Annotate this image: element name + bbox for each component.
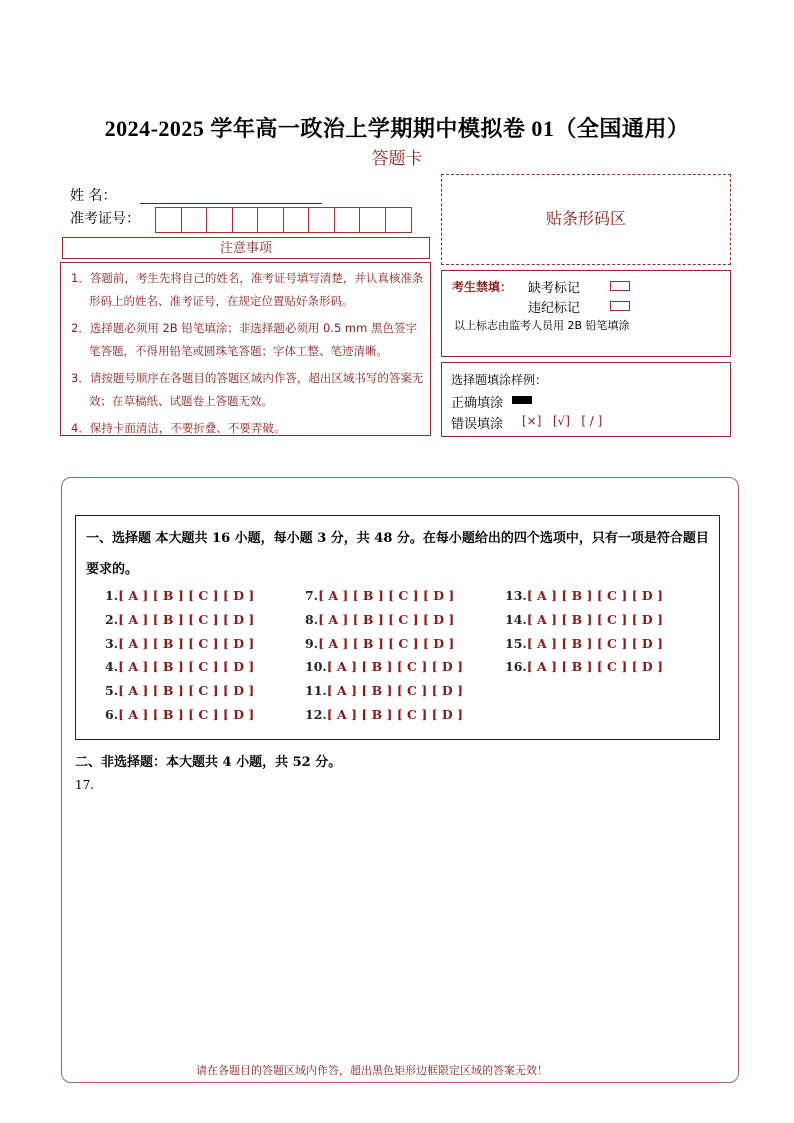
id-digit-box[interactable] bbox=[309, 208, 335, 232]
id-digit-box[interactable] bbox=[258, 208, 284, 232]
correct-fill-sample bbox=[512, 396, 532, 404]
barcode-area: 贴条形码区 bbox=[441, 174, 731, 265]
mc-question[interactable]: 4.[ A ] [ B ] [ C ] [ D ] bbox=[105, 659, 255, 674]
violation-mark-box[interactable] bbox=[610, 301, 630, 311]
mc-question[interactable]: 10.[ A ] [ B ] [ C ] [ D ] bbox=[305, 659, 463, 674]
id-digit-box[interactable] bbox=[182, 208, 208, 232]
correct-fill-label: 正确填涂 bbox=[451, 396, 504, 411]
footer-warning: 请在各题目的答题区域内作答，超出黑色矩形边框限定区域的答案无效！ bbox=[196, 1064, 548, 1077]
mc-question[interactable]: 14.[ A ] [ B ] [ C ] [ D ] bbox=[505, 612, 663, 627]
mc-question[interactable]: 2.[ A ] [ B ] [ C ] [ D ] bbox=[105, 612, 255, 627]
id-digit-box[interactable] bbox=[335, 208, 361, 232]
mc-question[interactable]: 5.[ A ] [ B ] [ C ] [ D ] bbox=[105, 683, 255, 698]
mc-question[interactable]: 12.[ A ] [ B ] [ C ] [ D ] bbox=[305, 707, 463, 722]
section1-intro: 一、选择题 本大题共 16 小题，每小题 3 分，共 48 分。在每小题给出的四个选项中，只有一项是符合题目要求的。 bbox=[86, 531, 709, 577]
mc-question[interactable]: 7.[ A ] [ B ] [ C ] [ D ] bbox=[305, 588, 455, 603]
mc-question[interactable]: 6.[ A ] [ B ] [ C ] [ D ] bbox=[105, 707, 255, 722]
mc-question[interactable]: 11.[ A ] [ B ] [ C ] [ D ] bbox=[305, 683, 463, 698]
id-label: 准考证号： bbox=[70, 211, 140, 227]
notice-item: 1．答题前，考生先将自己的姓名，准考证号填写清楚，并认真核准条形码上的姓名、准考证号，在规定位置贴好条形码。 bbox=[71, 271, 424, 308]
name-label: 姓 名： bbox=[70, 188, 117, 204]
id-digit-box[interactable] bbox=[386, 208, 412, 232]
name-field[interactable] bbox=[140, 203, 322, 204]
id-digit-box[interactable] bbox=[207, 208, 233, 232]
violation-label: 违纪标记 bbox=[528, 301, 581, 316]
id-digit-box[interactable] bbox=[233, 208, 259, 232]
id-digit-box[interactable] bbox=[360, 208, 386, 232]
mc-question[interactable]: 1.[ A ] [ B ] [ C ] [ D ] bbox=[105, 588, 255, 603]
mc-question[interactable]: 9.[ A ] [ B ] [ C ] [ D ] bbox=[305, 636, 455, 651]
page-title: 2024-2025 学年高一政治上学期期中模拟卷 01（全国通用） bbox=[104, 116, 690, 141]
wrong-fill-label: 错误填涂 bbox=[451, 417, 504, 432]
question-17-answer-area[interactable] bbox=[75, 800, 720, 1050]
notice-item: 3．请按题号顺序在各题目的答题区域内作答，超出区域书写的答案无效；在草稿纸、试题卷上答题无效。 bbox=[71, 371, 424, 408]
fill-sample-label: 选择题填涂样例： bbox=[451, 373, 548, 387]
question-17-label: 17. bbox=[75, 778, 95, 792]
id-digit-box[interactable] bbox=[156, 208, 182, 232]
forbidden-label: 考生禁填： bbox=[452, 280, 513, 294]
mc-question[interactable]: 8.[ A ] [ B ] [ C ] [ D ] bbox=[305, 612, 455, 627]
mc-question[interactable]: 3.[ A ] [ B ] [ C ] [ D ] bbox=[105, 636, 255, 651]
section2-intro: 二、非选择题：本大题共 4 小题，共 52 分。 bbox=[75, 755, 342, 770]
mc-question[interactable]: 15.[ A ] [ B ] [ C ] [ D ] bbox=[505, 636, 663, 651]
id-number-boxes[interactable] bbox=[155, 207, 412, 233]
forbidden-box bbox=[441, 270, 731, 357]
id-digit-box[interactable] bbox=[284, 208, 310, 232]
mc-question[interactable]: 16.[ A ] [ B ] [ C ] [ D ] bbox=[505, 659, 663, 674]
forbidden-note: 以上标志由监考人员用 2B 铅笔填涂 bbox=[454, 319, 630, 332]
fill-sample-box bbox=[441, 362, 731, 437]
wrong-fill-samples: [×] [√] [ / ] bbox=[522, 414, 603, 428]
notice-box bbox=[60, 262, 431, 436]
absent-mark-box[interactable] bbox=[610, 281, 630, 291]
notice-item: 4．保持卡面清洁，不要折叠、不要弄破。 bbox=[71, 421, 286, 435]
absent-label: 缺考标记 bbox=[528, 281, 581, 296]
mc-question[interactable]: 13.[ A ] [ B ] [ C ] [ D ] bbox=[505, 588, 663, 603]
notice-item: 2．选择题必须用 2B 铅笔填涂；非选择题必须用 0.5 mm 黑色签字笔答题，不得用铅笔或圆珠笔答题；字体工整、笔迹清晰。 bbox=[71, 321, 417, 358]
notice-heading: 注意事项 bbox=[62, 237, 430, 259]
page-subtitle: 答题卡 bbox=[371, 149, 423, 169]
